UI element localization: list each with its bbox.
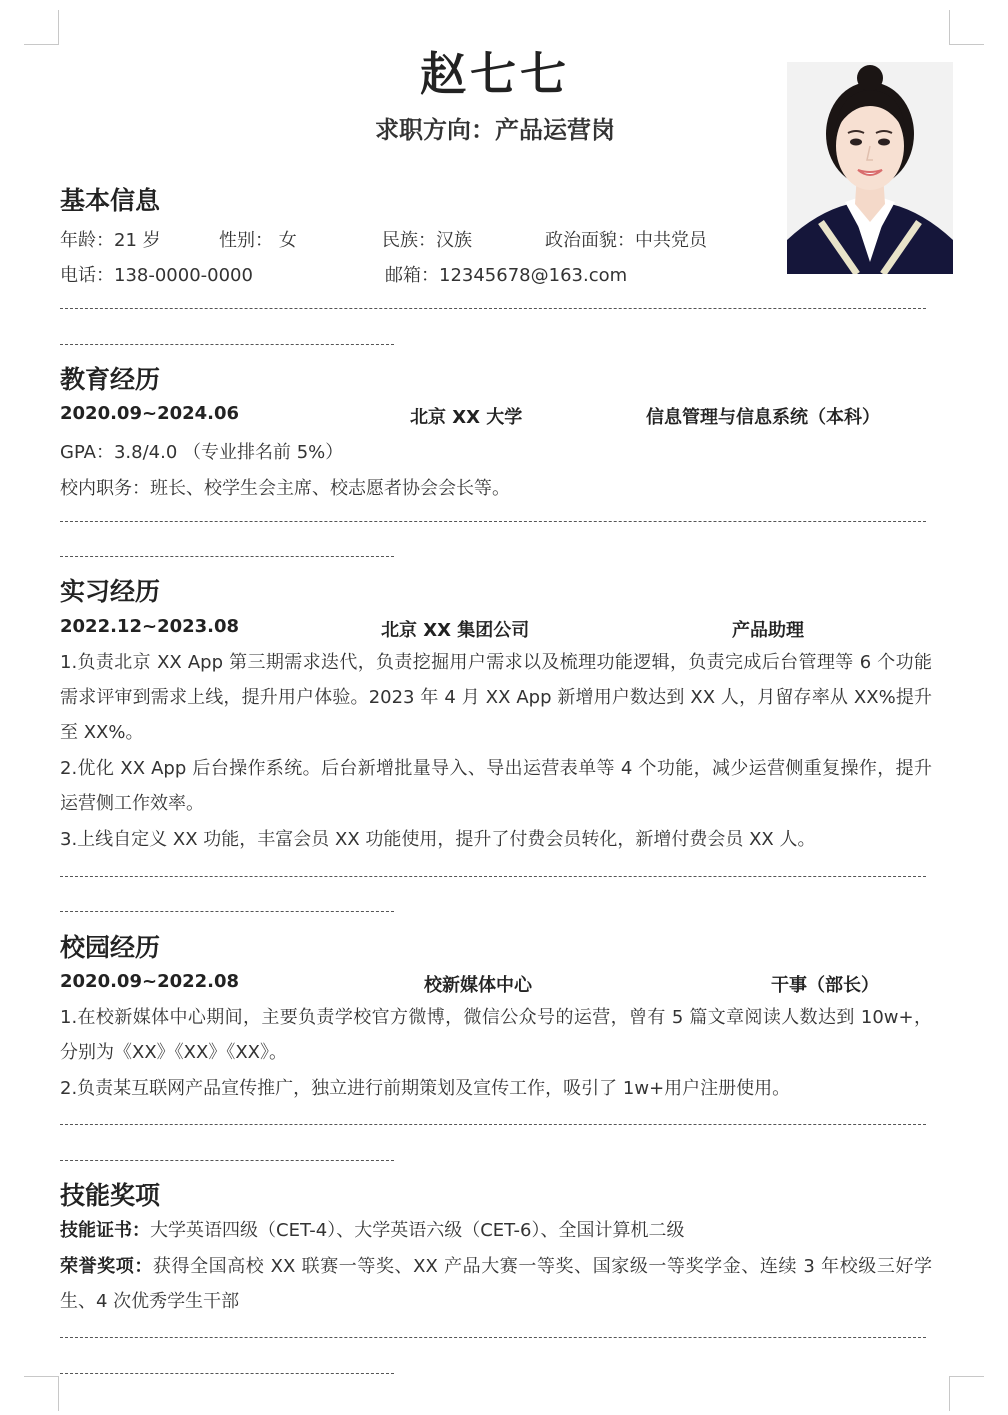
campus-position: 干事（部长） bbox=[771, 975, 879, 996]
job-target: 求职方向：产品运营岗 bbox=[375, 116, 615, 144]
education-school: 北京 XX 大学 bbox=[410, 407, 523, 428]
education-gpa: GPA：3.8/4.0 （专业排名前 5%） bbox=[60, 442, 344, 463]
profile-photo bbox=[787, 62, 953, 274]
internship-item: 3.上线自定义 XX 功能，丰富会员 XX 功能使用，提升了付费会员转化，新增付费会员 XX 人。 bbox=[60, 829, 816, 850]
divider bbox=[60, 556, 394, 557]
section-title-campus: 校园经历 bbox=[60, 933, 161, 962]
divider bbox=[60, 1337, 926, 1338]
divider bbox=[60, 308, 926, 309]
campus-item: 2.负责某互联网产品宣传推广，独立进行前期策划及宣传工作，吸引了 1w+用户注册使用。 bbox=[60, 1078, 791, 1099]
section-title-internship: 实习经历 bbox=[60, 577, 161, 606]
portrait-illustration bbox=[787, 62, 953, 274]
campus-date: 2020.09~2022.08 bbox=[60, 971, 240, 992]
internship-date: 2022.12~2023.08 bbox=[60, 616, 240, 637]
internship-company: 北京 XX 集团公司 bbox=[381, 620, 530, 641]
campus-org: 校新媒体中心 bbox=[424, 975, 532, 996]
phone-field: 电话：138-0000-0000 bbox=[60, 265, 253, 286]
divider bbox=[60, 876, 926, 877]
email-field: 邮箱：12345678@163.com bbox=[385, 265, 628, 286]
education-date: 2020.09~2024.06 bbox=[60, 403, 240, 424]
divider bbox=[60, 344, 394, 345]
politics-field: 政治面貌：中共党员 bbox=[545, 230, 707, 251]
gender-field: 性别： 女 bbox=[219, 230, 297, 251]
divider bbox=[60, 521, 926, 522]
age-field: 年龄：21 岁 bbox=[60, 230, 161, 251]
education-roles: 校内职务：班长、校学生会主席、校志愿者协会会长等。 bbox=[60, 478, 510, 499]
campus-item: 1.在校新媒体中心期间，主要负责学校官方微博，微信公众号的运营，曾有 5 篇文章阅读人数达到 10w+，分别为《XX》《XX》《XX》。 bbox=[60, 1007, 932, 1063]
section-title-basic: 基本信息 bbox=[60, 186, 161, 215]
internship-position: 产品助理 bbox=[732, 620, 804, 641]
internship-item: 1.负责北京 XX App 第三期需求迭代，负责挖掘用户需求以及梳理功能逻辑，负责完成后台管理等 6 个功能需求评审到需求上线，提升用户体验。2023 年 4 月 XX App 新增用户数达到 XX 人，月留存率从 XX%提升至 XX%。 bbox=[60, 652, 932, 743]
divider bbox=[60, 1373, 394, 1374]
internship-item: 2.优化 XX App 后台操作系统。后台新增批量导入、导出运营表单等 4 个功能，减少运营侧重复操作，提升运营侧工作效率。 bbox=[60, 758, 932, 814]
divider bbox=[60, 1124, 926, 1125]
education-major: 信息管理与信息系统（本科） bbox=[646, 407, 880, 428]
cert-text: 大学英语四级（CET-4）、大学英语六级（CET-6）、全国计算机二级 bbox=[150, 1220, 685, 1241]
divider bbox=[60, 1160, 394, 1161]
section-title-education: 教育经历 bbox=[60, 365, 161, 394]
page-corner-mark bbox=[24, 1376, 59, 1411]
cert-label: 技能证书： bbox=[60, 1220, 150, 1241]
page-corner-mark bbox=[949, 1376, 984, 1411]
skills-certificates bbox=[60, 1213, 932, 1248]
skills-honors bbox=[60, 1249, 932, 1319]
divider bbox=[60, 911, 394, 912]
honor-text: 获得全国高校 XX 联赛一等奖、XX 产品大赛一等奖、国家级一等奖学金、连续 3 年校级三好学生、4 次优秀学生干部 bbox=[60, 1256, 933, 1312]
candidate-name: 赵七七 bbox=[420, 47, 570, 101]
honor-label: 荣誉奖项： bbox=[60, 1256, 153, 1277]
ethnicity-field: 民族：汉族 bbox=[382, 230, 472, 251]
section-title-skills: 技能奖项 bbox=[60, 1181, 161, 1210]
